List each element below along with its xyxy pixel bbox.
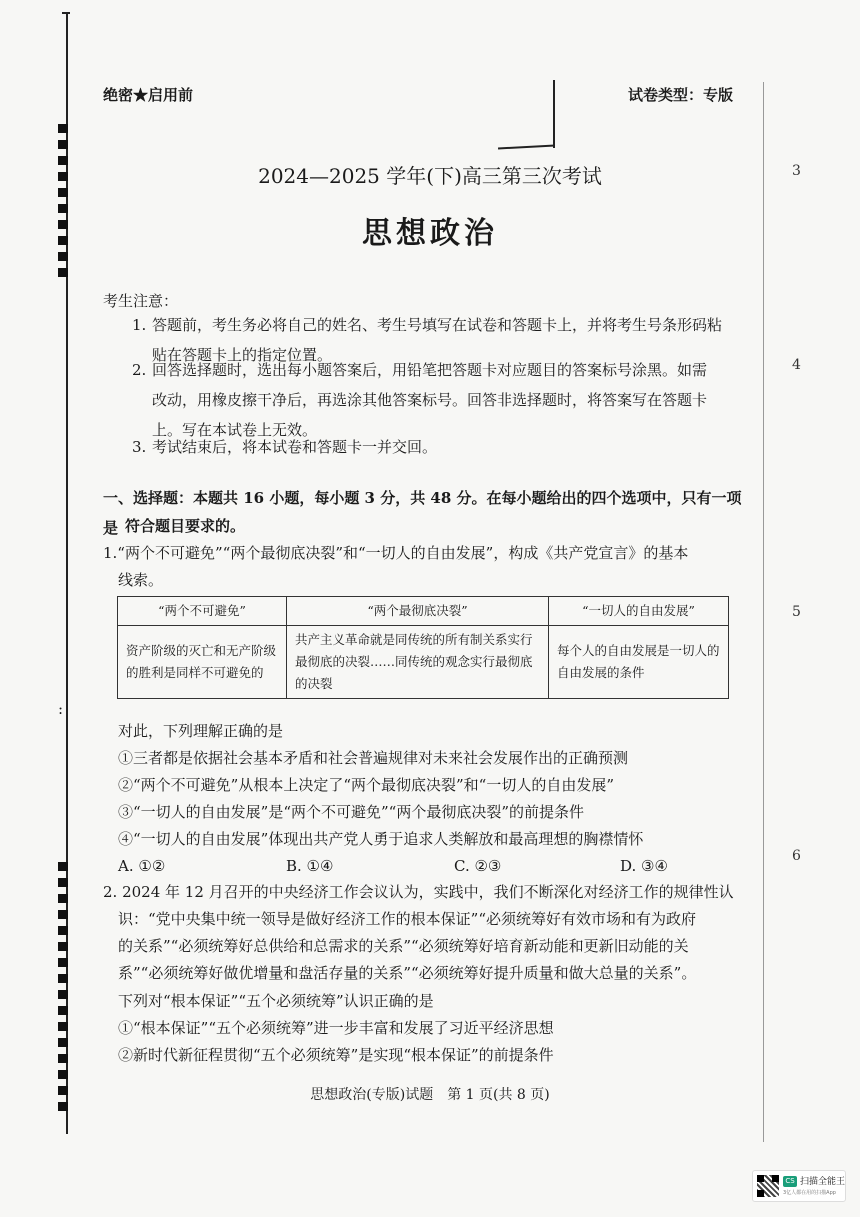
notice-line: 考试结束后，将本试卷和答题卡一并交回。: [152, 438, 438, 456]
paper-type-label: 试卷类型：专版: [628, 86, 734, 104]
q1-option-c[interactable]: C. ②③: [454, 857, 502, 875]
q2-stem-cont: 系”“必须统筹好做优增量和盘活存量的关系”“必须统筹好提升质量和做大总量的关系”。: [118, 964, 697, 982]
q1-statement: ①三者都是依据社会基本矛盾和社会普遍规律对未来社会发展作出的正确预测: [118, 749, 629, 767]
q1-table: [117, 596, 729, 699]
subject-title: 思想政治: [362, 216, 498, 251]
scanner-watermark: [752, 1170, 846, 1202]
exam-title: 2024—2025 学年(下)高三第三次考试: [258, 164, 602, 188]
notice-line: 回答选择题时，选出每小题答案后，用铅笔把答题卡对应题目的答案标号涂黑。如需: [152, 361, 708, 379]
registration-marks-bottom: [58, 862, 68, 1118]
q1-option-b[interactable]: B. ①④: [286, 857, 334, 875]
q1-statement: ②“两个不可避免”从根本上决定了“两个最彻底决裂”和“一切人的自由发展”: [118, 776, 615, 794]
margin-colon: :: [58, 700, 64, 718]
notice-number: 2.: [132, 361, 147, 379]
q1-stem: 1.“两个不可避免”“两个最彻底决裂”和“一切人的自由发展”，构成《共产党宣言》的基本: [103, 544, 689, 562]
camscanner-logo-icon: CS: [783, 1176, 797, 1187]
side-number: 5: [792, 604, 801, 620]
side-number: 6: [792, 848, 801, 864]
notice-line: 答题前，考生务必将自己的姓名、考生号填写在试卷和答题卡上，并将考生号条形码粘: [152, 316, 723, 334]
table-header: “两个不可避免”: [118, 597, 287, 626]
q2-ask: 下列对“根本保证”“五个必须统筹”认识正确的是: [118, 992, 434, 1010]
confidential-label: 绝密★启用前: [103, 86, 194, 104]
section-heading-cont: 符合题目要求的。: [125, 517, 246, 535]
q2-statement: ②新时代新征程贯彻“五个必须统筹”是实现“根本保证”的前提条件: [118, 1046, 554, 1064]
notice-line: 改动，用橡皮擦干净后，再选涂其他答案标号。回答非选择题时，将答案写在答题卡: [152, 391, 708, 409]
registration-marks-top: [58, 124, 68, 284]
notice-item-3: [132, 432, 732, 462]
side-number: 3: [792, 163, 801, 179]
notice-number: 1.: [132, 316, 147, 334]
table-cell: 每个人的自由发展是一切人的自由发展的条件: [549, 626, 729, 699]
section-heading: 一、选择题：本题共 16 小题，每小题 3 分，共 48 分。在每小题给出的四个选项中，只有一项是: [103, 489, 742, 537]
side-number: 4: [792, 357, 801, 373]
notice-line: 上。写在本试卷上无效。: [152, 421, 318, 439]
q1-option-d[interactable]: D. ③④: [620, 857, 668, 875]
q2-statement: ①“根本保证”“五个必须统筹”进一步丰富和发展了习近平经济思想: [118, 1019, 554, 1037]
table-cell: 资产阶级的灭亡和无产阶级的胜利是同样不可避免的: [118, 626, 287, 699]
notice-line: 贴在答题卡上的指定位置。: [152, 346, 333, 364]
q2-stem: 2. 2024 年 12 月召开的中央经济工作会议认为，实践中，我们不断深化对经济工作的规律性认: [103, 883, 734, 901]
fold-line-foot: [498, 145, 555, 150]
q1-option-a[interactable]: A. ①②: [118, 857, 166, 875]
scanner-label: 扫描全能王: [800, 1177, 846, 1187]
qr-code-icon: [757, 1175, 779, 1197]
q2-stem-cont: 的关系”“必须统筹好总供给和总需求的关系”“必须统筹好培育新动能和更新旧动能的关: [118, 937, 689, 955]
scanner-sublabel: 3亿人都在用的扫描App: [783, 1190, 836, 1196]
q1-stem-cont: 线索。: [118, 571, 164, 589]
notice-number: 3.: [132, 438, 147, 456]
fold-line: [553, 80, 555, 148]
page-footer: 思想政治(专版)试题 第 1 页(共 8 页): [310, 1087, 550, 1103]
q1-statement: ④“一切人的自由发展”体现出共产党人勇于追求人类解放和最高理想的胸襟情怀: [118, 830, 644, 848]
q1-ask: 对此，下列理解正确的是: [118, 722, 284, 740]
table-header: “两个最彻底决裂”: [287, 597, 549, 626]
table-cell: 共产主义革命就是同传统的所有制关系实行最彻底的决裂……同传统的观念实行最彻底的决裂: [287, 626, 549, 699]
notice-heading: 考生注意：: [103, 292, 179, 310]
q1-statement: ③“一切人的自由发展”是“两个不可避免”“两个最彻底决裂”的前提条件: [118, 803, 585, 821]
q2-stem-cont: 识：“党中央集中统一领导是做好经济工作的根本保证”“必须统筹好有效市场和有为政府: [118, 910, 697, 928]
table-header: “一切人的自由发展”: [549, 597, 729, 626]
